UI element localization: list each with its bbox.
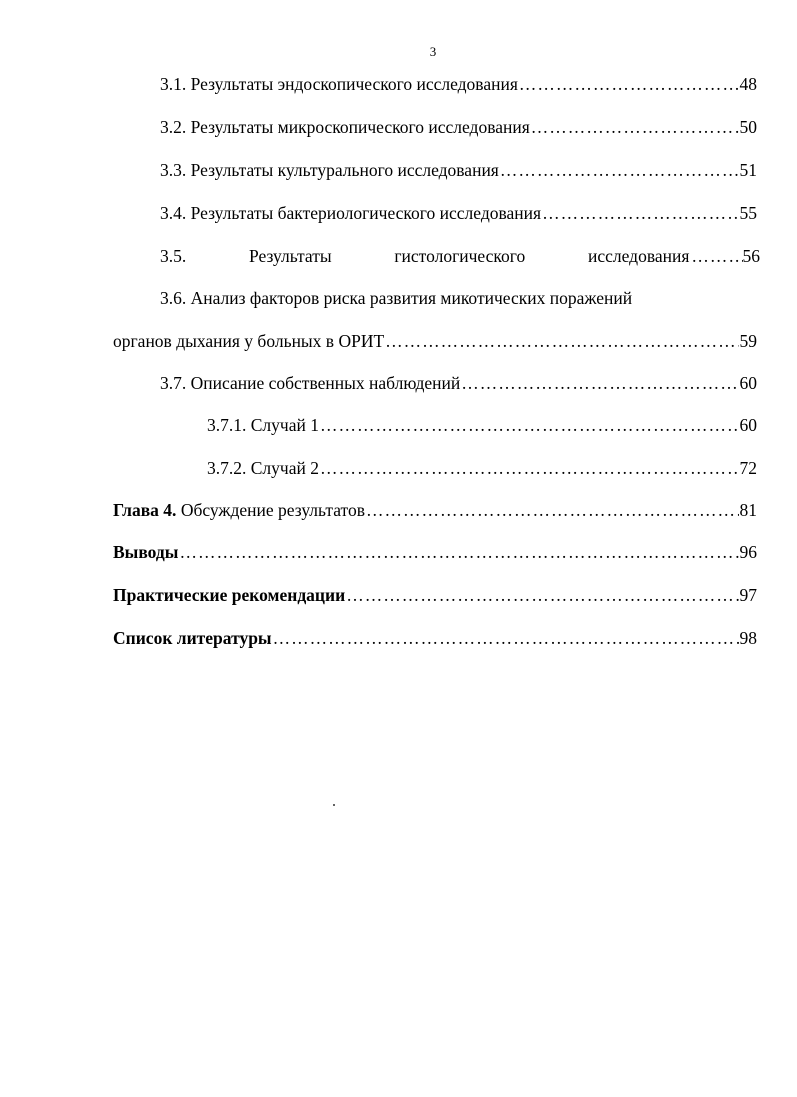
toc-entry-word: гистологического [394, 246, 526, 266]
toc-leader-dots [531, 113, 739, 141]
toc-entry-page: 81 [739, 500, 757, 520]
toc-entry-3-3[interactable] [160, 156, 757, 184]
toc-entry-label: 3.4. Результаты бактериологического исследования [160, 203, 542, 223]
toc-entry-page: 56 [742, 246, 760, 266]
toc-entry-word: исследования [588, 246, 690, 266]
toc-leader-dots [346, 581, 738, 609]
toc-leader-dots [385, 327, 738, 355]
toc-entry-page: 48 [739, 74, 757, 94]
toc-entry-label: органов дыхания у больных в ОРИТ [113, 331, 385, 351]
toc-leader-dots [320, 411, 739, 439]
toc-leader-dots [691, 242, 742, 270]
toc-entry-word: Результаты [248, 246, 332, 266]
toc-entry-label: Список литературы [113, 628, 272, 648]
toc-entry-label: Практические рекомендации [113, 585, 346, 605]
toc-entry-3-1[interactable] [160, 70, 757, 98]
toc-entry-3-2[interactable] [160, 113, 757, 141]
toc-entry-word: 3.5. [160, 246, 187, 266]
toc-entry-label: 3.2. Результаты микроскопического исследования [160, 117, 530, 137]
toc-entry-label: 3.3. Результаты культурального исследования [160, 160, 499, 180]
toc-entry-label: 3.7.1. Случай 1 [207, 415, 319, 435]
toc-leader-dots [179, 538, 738, 566]
toc-entry-page: 51 [739, 160, 757, 180]
toc-leader-dots [500, 156, 739, 184]
toc-entry-recommendations[interactable] [113, 581, 757, 609]
toc-entry-chapter-4[interactable] [113, 496, 757, 524]
toc-entry-label: 3.7.2. Случай 2 [207, 458, 319, 478]
toc-entry-page: 59 [739, 331, 757, 351]
toc-entry-3-7-2[interactable] [207, 454, 757, 482]
toc-entry-references[interactable] [113, 624, 757, 652]
toc-entry-3-6-line1[interactable]: 3.6. Анализ факторов риска развития микотических поражений [160, 288, 633, 308]
toc-entry-label: 3.7. Описание собственных наблюдений [160, 373, 461, 393]
toc-entry-page: 96 [739, 542, 757, 562]
toc-entry-label: Выводы [113, 542, 179, 562]
toc-entry-label [113, 496, 365, 524]
page-number: 3 [429, 44, 437, 59]
toc-entry-3-6-line2[interactable] [113, 327, 757, 355]
toc-entry-3-4[interactable] [160, 199, 757, 227]
toc-leader-dots [366, 496, 739, 524]
chapter-title: Обсуждение результатов [176, 500, 365, 520]
toc-entry-label: 3.1. Результаты эндоскопического исследования [160, 74, 518, 94]
toc-entry-conclusions[interactable] [113, 538, 757, 566]
toc-leader-dots [461, 369, 738, 397]
toc-entry-page: 98 [739, 628, 757, 648]
chapter-number: Глава 4. [113, 500, 177, 520]
toc-leader-dots [542, 199, 738, 227]
toc-entry-3-7-1[interactable] [207, 411, 757, 439]
toc-entry-page: 50 [739, 117, 757, 137]
toc-leader-dots [519, 70, 739, 98]
toc-entry-page: 72 [739, 458, 757, 478]
toc-leader-dots [273, 624, 739, 652]
toc-entry-3-7[interactable] [160, 369, 757, 397]
toc-entry-3-5[interactable] [160, 242, 760, 270]
toc-entry-page: 97 [739, 585, 757, 605]
toc-entry-page: 60 [739, 373, 757, 393]
toc-entry-tail [588, 242, 760, 270]
toc-entry-page: 55 [739, 203, 757, 223]
toc-entry-page: 60 [739, 415, 757, 435]
toc-leader-dots [320, 454, 739, 482]
stray-dot-mark [333, 804, 335, 806]
